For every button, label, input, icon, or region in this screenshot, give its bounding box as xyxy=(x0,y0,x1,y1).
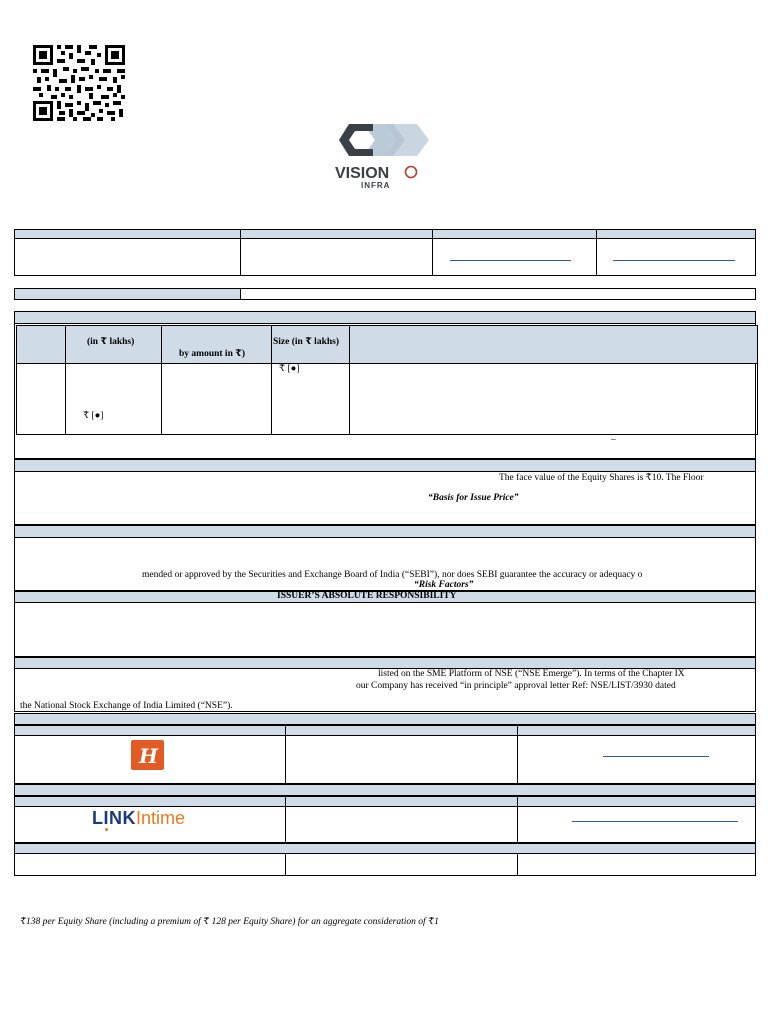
website-link[interactable] xyxy=(613,260,735,261)
dash-mark: – xyxy=(611,435,616,445)
logo-ring-icon xyxy=(406,167,417,178)
offer-details-title-bar xyxy=(14,311,756,324)
col-header-lakhs: (in ₹ lakhs) xyxy=(87,337,135,347)
hem-securities-logo-icon xyxy=(131,740,164,770)
listing-line-2: our Company has received “in principle” approval letter Ref: NSE/LIST/3930 dated xyxy=(356,681,676,691)
lead-manager-table xyxy=(14,713,756,784)
price-text: The face value of the Equity Shares is ₹10. The Floor xyxy=(499,473,704,483)
listing-line-1: listed on the SME Platform of NSE (“NSE Emerge”). In terms of the Chapter IX xyxy=(378,669,685,679)
listing-line-3: the National Stock Exchange of India Limited (“NSE”). xyxy=(20,701,233,711)
col-header-size: Size (in ₹ lakhs) xyxy=(273,337,339,347)
bottom-table xyxy=(14,843,756,876)
link-intime-logo: LINKIntime xyxy=(92,808,204,832)
svg-text:INFRA: INFRA xyxy=(361,181,391,190)
qr-code-icon xyxy=(33,45,125,121)
risk-text: mended or approved by the Securities and Exchange Board of India (“SEBI”), nor does SEBI guarantee the accuracy or adequacy o xyxy=(142,570,643,580)
lead-manager-website-link[interactable] xyxy=(603,756,709,757)
logo-mark-icon xyxy=(339,124,429,156)
col-header-amount: by amount in ₹) xyxy=(179,349,245,359)
price-reference: “Basis for Issue Price” xyxy=(428,493,519,503)
footer-text: ₹138 per Equity Share (including a premium of ₹ 128 per Equity Share) for an aggregate consideration of ₹1 xyxy=(20,917,439,927)
company-logo xyxy=(333,122,433,190)
cell-lakhs-value: ₹ [●] xyxy=(83,411,104,421)
contact-table xyxy=(14,229,756,276)
responsibility-heading: ISSUER’S ABSOLUTE RESPONSIBILITY xyxy=(277,591,457,601)
registrar-website-link[interactable] xyxy=(572,821,738,822)
svg-text:H: H xyxy=(139,744,158,768)
risk-reference: “Risk Factors” xyxy=(414,580,474,590)
logo-dot-icon xyxy=(105,828,108,831)
cell-size-value: ₹ [●] xyxy=(279,364,300,374)
email-link[interactable] xyxy=(450,260,571,261)
logo-brand-text: VISION xyxy=(335,165,390,182)
